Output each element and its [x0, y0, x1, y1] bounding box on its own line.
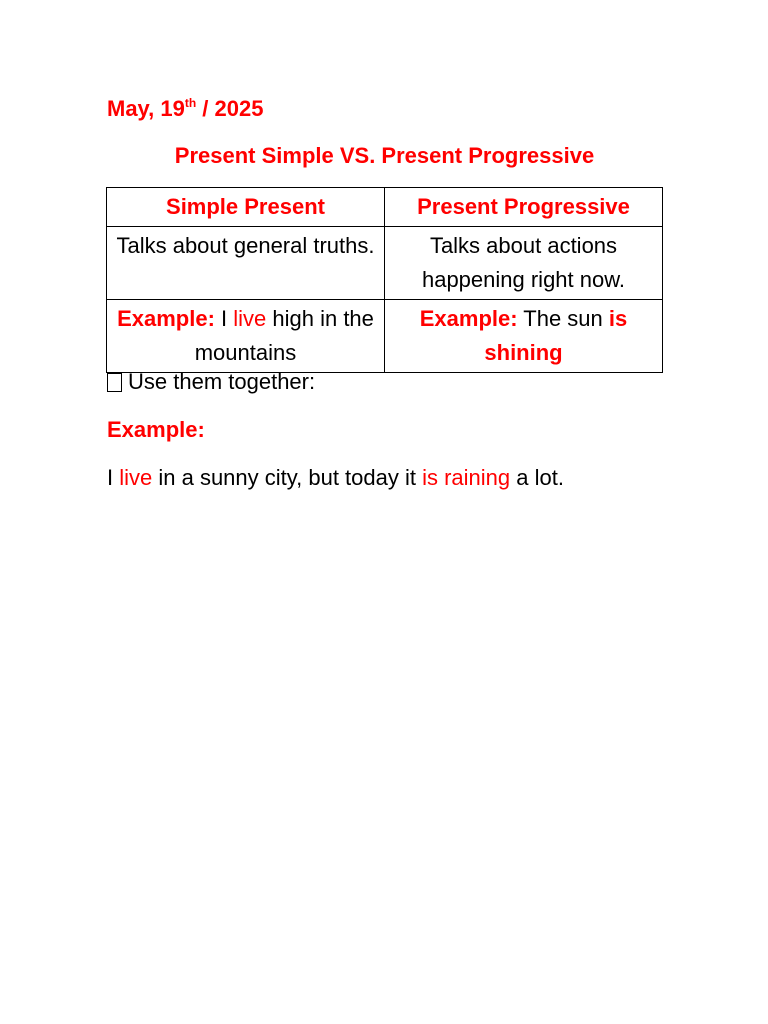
date-year: / 2025: [196, 96, 264, 121]
example-sentence: [107, 462, 564, 494]
use-together-line: [107, 366, 315, 398]
date-main: May, 19: [107, 96, 185, 121]
sentence-text: in a sunny city, but today it: [152, 465, 423, 490]
table-row: [107, 300, 663, 373]
example-label: Example:: [419, 306, 518, 331]
description-present-progressive: Talks about actions happening right now.: [385, 227, 663, 300]
table-header-row: [107, 188, 663, 227]
example-verb-highlight: is shining: [484, 306, 628, 365]
example-label: Example:: [117, 306, 215, 331]
description-simple-present: Talks about general truths.: [107, 227, 385, 300]
example-heading: Example:: [107, 417, 205, 442]
example-text: I: [214, 306, 234, 331]
sentence-text: a lot.: [510, 465, 564, 490]
document-date: [107, 94, 263, 124]
date-ordinal-suffix: th: [184, 96, 197, 110]
sentence-text: I: [107, 465, 120, 490]
example-text: high in the mountains: [194, 306, 374, 365]
example-present-progressive: [385, 300, 663, 373]
example-simple-present: [107, 300, 385, 373]
use-together-text: Use them together:: [128, 369, 316, 394]
example-verb-highlight: live: [233, 306, 267, 331]
example-text: The sun: [517, 306, 609, 331]
table-row: [107, 227, 663, 300]
box-glyph-icon: [107, 373, 122, 392]
sentence-verb-highlight: live: [119, 465, 153, 490]
sentence-verb-highlight: is raining: [422, 465, 511, 490]
header-present-progressive: Present Progressive: [385, 188, 663, 227]
document-title: Present Simple VS. Present Progressive: [174, 143, 595, 168]
comparison-table: [106, 187, 663, 373]
header-simple-present: Simple Present: [107, 188, 385, 227]
